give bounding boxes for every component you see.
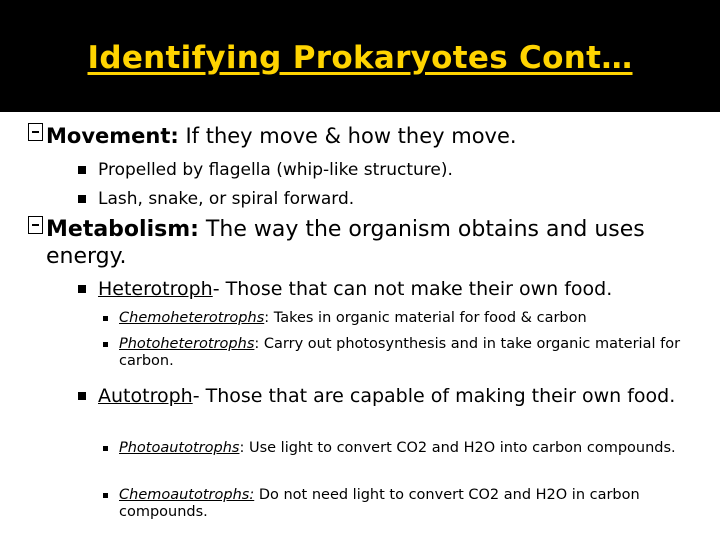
small-square-bullet-icon: [103, 446, 108, 451]
bullet-term: Autotroph: [98, 385, 193, 407]
square-bullet-icon: [78, 166, 86, 174]
bullet-text: The way the organism obtains and uses energy.: [46, 217, 645, 269]
bullet-text: : Takes in organic material for food & carbon: [264, 310, 587, 326]
small-square-bullet-icon: [103, 342, 108, 347]
bullet-term: Heterotroph: [98, 278, 213, 300]
small-square-bullet-icon: [103, 493, 108, 498]
box-bullet-icon: [28, 216, 43, 234]
box-bullet-icon: [28, 123, 43, 141]
bullet-lash: [78, 189, 708, 210]
bullet-text: - Those that are capable of making their own food.: [192, 385, 676, 407]
bullet-chemoheterotrophs: [103, 310, 706, 327]
bullet-text: Do not need light to convert CO2 and H2O in carbon compounds.: [119, 487, 640, 520]
bullet-text: : Use light to convert CO2 and H2O into carbon compounds.: [239, 440, 676, 456]
bullet-photoautotrophs: [103, 440, 698, 457]
bullet-text: Propelled by flagella (whip-like structure).: [98, 160, 453, 180]
bullet-text: - Those that can not make their own food.: [212, 278, 613, 300]
bullet-metabolism: [28, 216, 693, 270]
slide-title: Identifying Prokaryotes Cont…: [87, 40, 633, 76]
square-bullet-icon: [78, 285, 86, 293]
bullet-term: Photoheterotrophs: [119, 336, 255, 352]
bullet-text: : Carry out photosynthesis and in take organic material for carbon.: [119, 336, 681, 369]
bullet-text: Lash, snake, or spiral forward.: [98, 189, 355, 209]
bullet-heterotroph: [78, 278, 708, 301]
bullet-text: If they move & how they move.: [178, 124, 517, 148]
bullet-term: Chemoautotrophs:: [119, 487, 255, 503]
small-square-bullet-icon: [103, 316, 108, 321]
bullet-propelled: [78, 160, 708, 181]
bullet-term: Metabolism:: [46, 217, 199, 242]
bullet-photoheterotrophs: [103, 336, 706, 370]
title-bar: [0, 0, 720, 112]
bullet-autotroph: [78, 385, 693, 407]
bullet-term: Photoautotrophs: [119, 440, 240, 456]
square-bullet-icon: [78, 392, 86, 400]
bullet-movement: [28, 123, 708, 150]
bullet-chemoautotrophs: [103, 487, 698, 521]
bullet-term: Movement:: [46, 124, 179, 148]
bullet-term: Chemoheterotrophs: [119, 310, 265, 326]
square-bullet-icon: [78, 195, 86, 203]
